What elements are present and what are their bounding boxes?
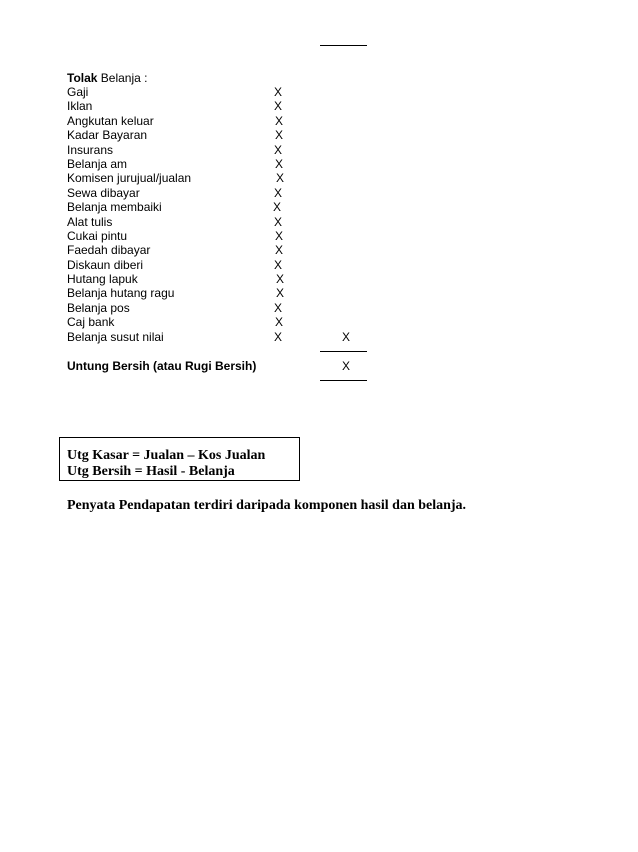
expense-label: Iklan — [67, 99, 93, 114]
expense-label: Faedah dibayar — [67, 243, 151, 258]
top-underline-rule — [320, 45, 367, 46]
expense-row — [67, 114, 387, 128]
expense-total: X — [342, 329, 351, 344]
expense-mark: X — [273, 200, 282, 215]
expense-label: Kadar Bayaran — [67, 128, 148, 143]
expense-label: Sewa dibayar — [67, 185, 140, 200]
subtotal-rule — [320, 351, 367, 352]
formula-box — [59, 437, 300, 481]
summary-text: Penyata Pendapatan terdiri daripada komponen hasil dan belanja. — [67, 498, 467, 513]
net-profit-total: X — [342, 359, 351, 373]
expense-row — [67, 215, 387, 229]
expense-mark: X — [274, 214, 283, 229]
expense-label: Belanja pos — [67, 300, 130, 315]
expenses-heading — [67, 71, 148, 85]
expense-mark: X — [275, 228, 284, 243]
expense-label: Diskaun diberi — [67, 257, 144, 272]
expense-row — [67, 286, 387, 300]
expense-label: Angkutan keluar — [67, 113, 154, 128]
expense-mark: X — [275, 156, 284, 171]
expense-mark: X — [275, 113, 284, 128]
expense-mark: X — [275, 315, 284, 330]
expense-label: Cukai pintu — [67, 228, 128, 243]
expense-label: Caj bank — [67, 315, 115, 330]
expense-mark: X — [274, 142, 283, 157]
expense-mark: X — [276, 272, 285, 287]
expense-label: Alat tulis — [67, 214, 113, 229]
expense-row — [67, 330, 387, 344]
expense-list — [67, 85, 387, 344]
expense-label: Insurans — [67, 142, 114, 157]
expense-row — [67, 128, 387, 142]
heading-rest: Belanja : — [97, 71, 148, 85]
expense-mark: X — [276, 171, 285, 186]
expense-row — [67, 143, 387, 157]
expense-mark: X — [274, 329, 283, 344]
expense-mark: X — [275, 243, 284, 258]
expense-row — [67, 272, 387, 286]
expense-label: Komisen jurujual/jualan — [67, 171, 192, 186]
expense-label: Hutang lapuk — [67, 272, 138, 287]
net-profit-row — [67, 359, 387, 374]
expense-row — [67, 301, 387, 315]
expense-mark: X — [274, 257, 283, 272]
expense-row — [67, 99, 387, 113]
expense-mark: X — [274, 85, 283, 99]
expense-row — [67, 157, 387, 171]
expense-label: Belanja hutang ragu — [67, 286, 175, 301]
expense-row — [67, 315, 387, 329]
expense-label: Gaji — [67, 85, 89, 99]
gross-profit-formula: Utg Kasar = Jualan – Kos Jualan — [67, 448, 266, 463]
expense-mark: X — [276, 286, 285, 301]
expense-row — [67, 243, 387, 257]
expense-mark: X — [275, 128, 284, 143]
expense-row — [67, 229, 387, 243]
expense-label: Belanja membaiki — [67, 200, 162, 215]
net-profit-label: Untung Bersih (atau Rugi Bersih) — [67, 359, 257, 373]
net-profit-formula: Utg Bersih = Hasil - Belanja — [67, 464, 235, 479]
expense-row — [67, 200, 387, 214]
expense-label: Belanja susut nilai — [67, 329, 164, 344]
expense-label: Belanja am — [67, 156, 128, 171]
expense-row — [67, 186, 387, 200]
expense-mark: X — [274, 99, 283, 114]
total-rule — [320, 380, 367, 381]
expense-row — [67, 258, 387, 272]
heading-bold: Tolak — [67, 71, 98, 85]
expense-mark: X — [274, 185, 283, 200]
expense-row — [67, 85, 387, 99]
expense-mark: X — [274, 300, 283, 315]
expense-row — [67, 171, 387, 185]
